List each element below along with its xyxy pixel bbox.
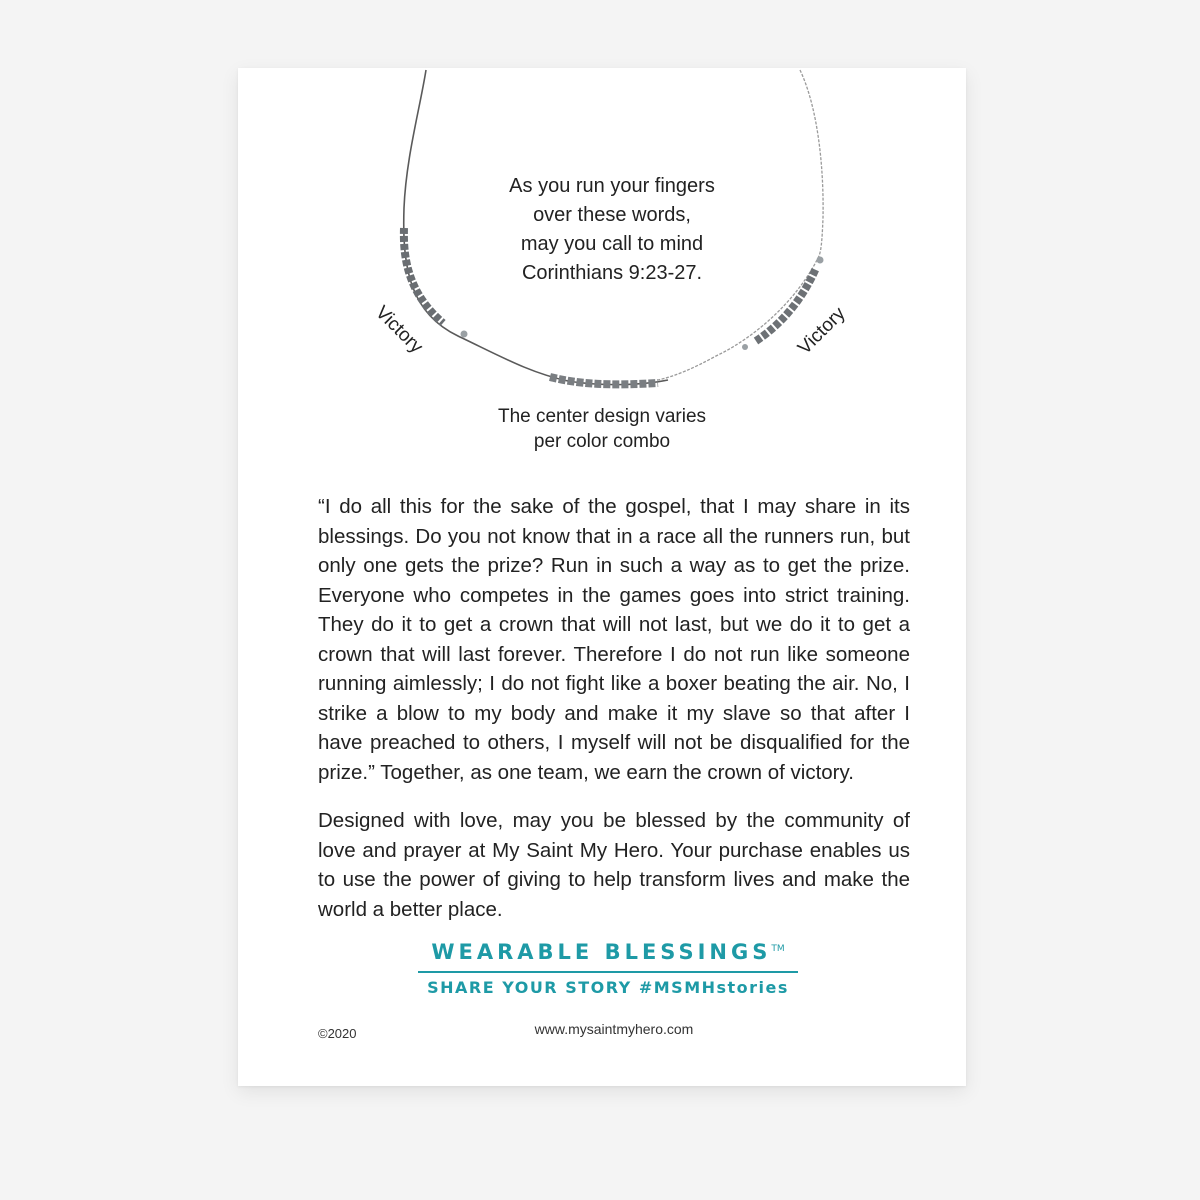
trademark-symbol: TM xyxy=(771,944,785,954)
center-note-line: The center design varies xyxy=(497,406,707,427)
intro-line: may you call to mind xyxy=(520,233,704,255)
brand-divider xyxy=(418,971,798,973)
center-design-note xyxy=(452,404,752,454)
copyright-notice: ©2020 xyxy=(318,1026,357,1041)
intro-line: Corinthians 9:23-27. xyxy=(521,262,703,284)
intro-line: over these words, xyxy=(533,204,691,226)
intro-line: As you run your fingers xyxy=(509,175,715,197)
scripture-verse: “I do all this for the sake of the gospel, that I may share in its blessings. Do you not know that in a race all the runners run, but only one gets the prize? Run in such a way as to get the prize. Everyone who competes in the games goes into strict training. They do it to get a crown that will not last, but we do it to get a crown that will last forever. Therefore I do not run like someone running aimlessly; I do not fight like a boxer beating the air. No, I strike a blow to my body and make it my slave so that after I have preached to others, I myself will not be disqualified for the prize.” Together, as one team, we earn the crown of victory. xyxy=(318,495,910,784)
brand-tagline: SHARE YOUR STORY #MSMHstories xyxy=(427,978,789,997)
website-url: www.mysaintmyhero.com xyxy=(534,1021,694,1037)
designed-with-love-text: Designed with love, may you be blessed by the community of love and prayer at My Saint My Hero. Your purchase enables us to use the power of giving to help transform lives and make the world a better place. xyxy=(318,809,910,921)
victory-label-left: Victory xyxy=(371,302,427,358)
center-note-line: per color combo xyxy=(533,431,671,452)
brand-title-text: WEARABLE BLESSINGS xyxy=(431,940,772,964)
product-card xyxy=(238,68,966,1086)
victory-label-right: Victory xyxy=(794,303,850,359)
brand-title xyxy=(418,940,798,964)
intro-message xyxy=(412,172,812,288)
